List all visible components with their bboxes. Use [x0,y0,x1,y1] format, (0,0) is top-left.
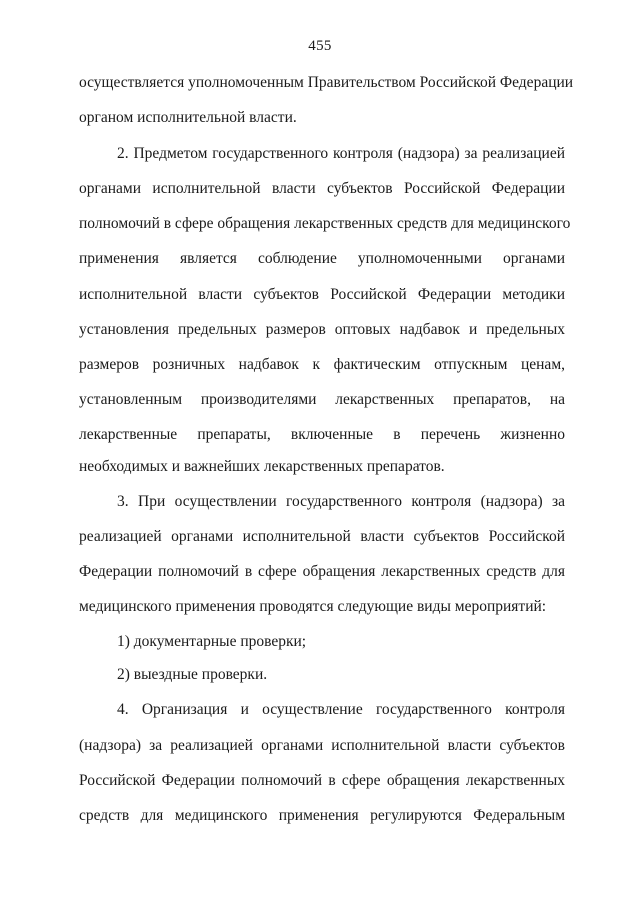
text-line: органами исполнительной власти субъектов Российской Федерации [79,180,565,197]
list-item: 2) выездные проверки. [117,666,268,683]
text-line: осуществляется уполномоченным Правительством Российской Федерации [79,74,574,91]
text-line: исполнительной власти субъектов Российской Федерации методики [79,286,565,303]
text-line: необходимых и важнейших лекарственных препаратов. [79,458,445,475]
text-line: средств для медицинского применения регулируются Федеральным [79,807,565,824]
text-line: Федерации полномочий в сфере обращения лекарственных средств для [79,563,565,580]
text-line: Российской Федерации полномочий в сфере обращения лекарственных [79,772,565,789]
paragraph-4-start: 4. Организация и осуществление государственного контроля [117,701,565,718]
text-line: органом исполнительной власти. [79,109,297,126]
text-line: полномочий в сфере обращения лекарственных средств для медицинского [79,215,571,232]
text-line: применения является соблюдение уполномоченными органами [79,250,565,267]
paragraph-2-start: 2. Предметом государственного контроля (надзора) за реализацией [117,145,565,162]
text-line: реализацией органами исполнительной власти субъектов Российской [79,528,565,545]
text-line: медицинского применения проводятся следующие виды мероприятий: [79,598,547,615]
text-line: установления предельных размеров оптовых надбавок и предельных [79,321,565,338]
text-line: установленным производителями лекарственных препаратов, на [79,391,565,408]
paragraph-3-start: 3. При осуществлении государственного контроля (надзора) за [117,493,565,510]
text-line: (надзора) за реализацией органами исполнительной власти субъектов [79,737,565,754]
page-number: 455 [308,38,332,54]
text-line: размеров розничных надбавок к фактическим отпускным ценам, [79,356,565,373]
text-line: лекарственные препараты, включенные в перечень жизненно [79,426,565,443]
list-item: 1) документарные проверки; [117,633,307,650]
